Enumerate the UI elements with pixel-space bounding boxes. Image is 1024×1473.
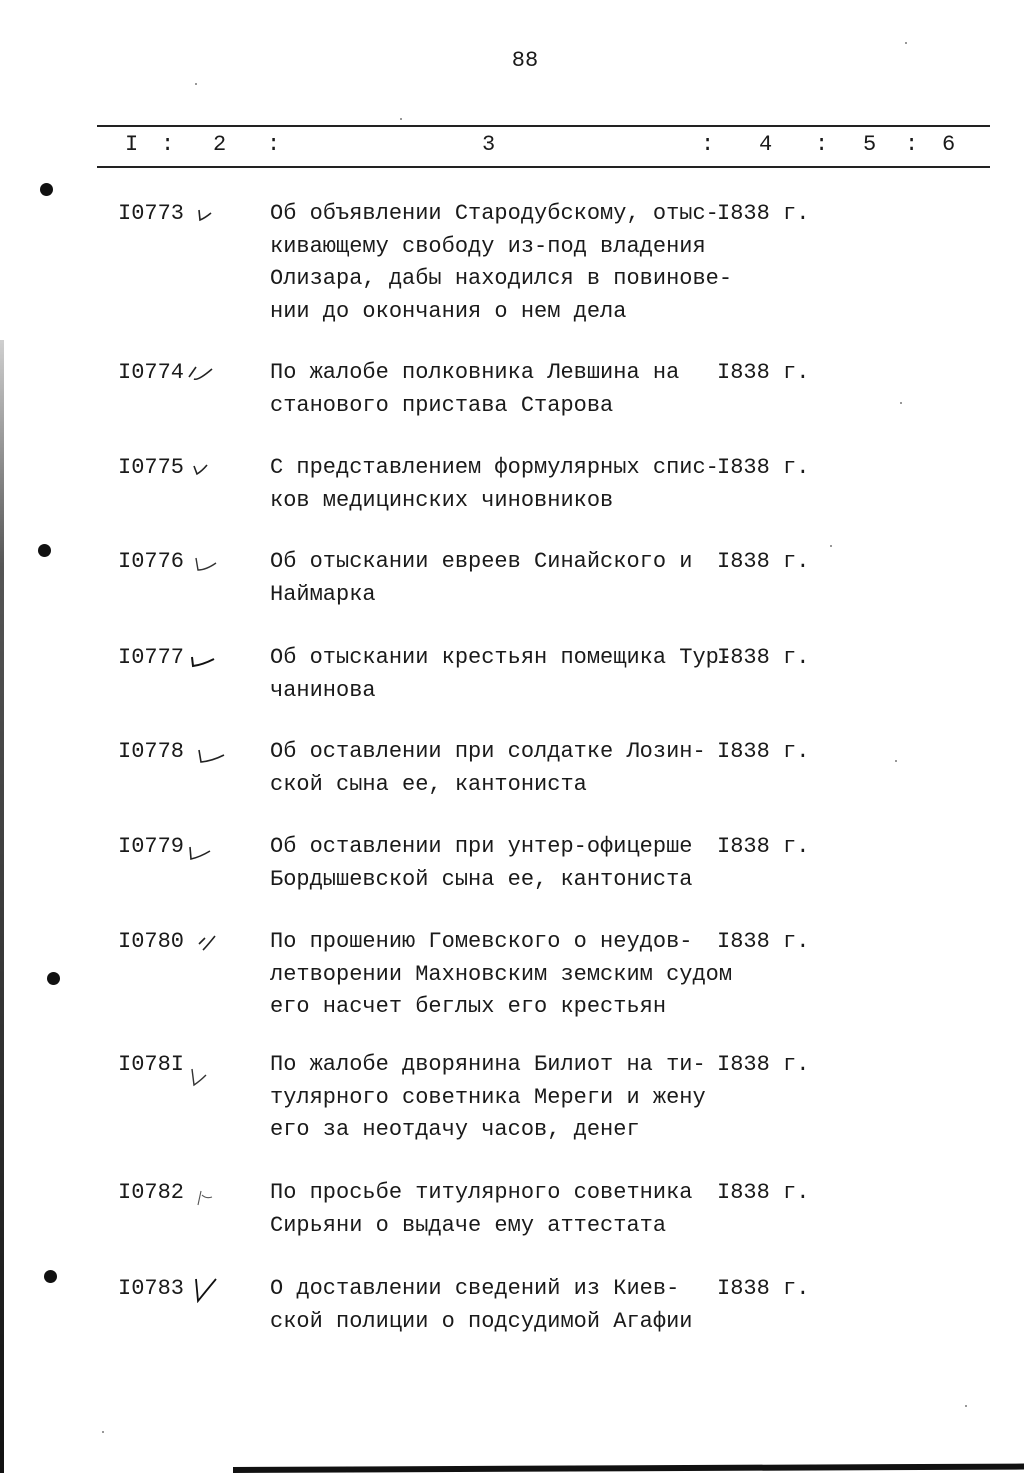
entry-number: I078I [118, 1052, 185, 1077]
entry-year: I838 г. [717, 549, 810, 574]
column-header-2: 2 [213, 132, 227, 157]
entry-number: I0777 [118, 645, 185, 670]
scan-speck [965, 1405, 967, 1407]
handwritten-check-mark-icon [195, 200, 225, 228]
entry-description: По жалобе дворянина Билиот на ти- тулярного советника Мереги и жену его за неотдачу часов, денег [270, 1052, 706, 1142]
entry-description: О доставлении сведений из Киев- ской полиции о подсудимой Агафии [270, 1276, 693, 1334]
handwritten-check-mark-icon [196, 738, 226, 766]
handwritten-check-mark-icon [190, 1275, 220, 1303]
scan-speck [400, 118, 402, 120]
column-header-5: 5 [863, 132, 877, 157]
punch-hole-icon [38, 544, 51, 557]
scan-speck [195, 83, 197, 85]
entry-year: I838 г. [717, 929, 810, 954]
column-header-6: 6 [942, 132, 956, 157]
handwritten-check-mark-icon [190, 454, 220, 482]
entry-description: С представлением формулярных спис- ков медицинских чиновников [270, 455, 719, 513]
scan-left-edge-shadow [0, 340, 4, 1473]
column-header-4: 4 [759, 132, 773, 157]
entry-year: I838 г. [717, 1276, 810, 1301]
column-header-1: I [125, 132, 139, 157]
column-separator: : [161, 132, 175, 157]
entry-description: По жалобе полковника Левшина на станового пристава Старова [270, 360, 680, 418]
entry-year: I838 г. [717, 834, 810, 859]
entry-number: I0776 [118, 549, 185, 574]
punch-hole-icon [44, 1270, 57, 1283]
entry-year: I838 г. [717, 739, 810, 764]
entry-description: Об отыскании евреев Синайского и Наймарка [270, 549, 693, 607]
entry-description: Об объявлении Стародубскому, отыс- кивающему свободу из-под владения Олизара, дабы находился в повинове- нии до окончания о нем дела [270, 201, 733, 324]
header-bottom-rule [97, 166, 990, 168]
column-separator: : [267, 132, 281, 157]
entry-number: I0774 [118, 360, 185, 385]
handwritten-check-mark-icon [188, 644, 218, 672]
handwritten-check-mark-icon [195, 928, 225, 956]
entry-year: I838 г. [717, 201, 810, 226]
scan-bottom-edge-shadow [233, 1464, 1024, 1473]
scan-speck [830, 545, 832, 547]
column-header-3: 3 [482, 132, 496, 157]
entry-description: Об отыскании крестьян помещика Тур- чанинова [270, 645, 733, 703]
entry-description: По просьбе титулярного советника Сирьяни о выдаче ему аттестата [270, 1180, 693, 1238]
entry-year: I838 г. [717, 645, 810, 670]
scan-speck [900, 402, 902, 404]
entry-number: I0775 [118, 455, 185, 480]
entry-number: I0782 [118, 1180, 185, 1205]
handwritten-check-mark-icon [192, 1179, 222, 1207]
entry-year: I838 г. [717, 1180, 810, 1205]
entry-description: Об оставлении при солдатке Лозин- ской сына ее, кантониста [270, 739, 706, 797]
page-number: 88 [511, 48, 539, 73]
handwritten-check-mark-icon [186, 1063, 216, 1091]
header-top-rule [97, 125, 990, 127]
column-separator: : [905, 132, 919, 157]
scan-speck [895, 760, 897, 762]
entry-number: I0779 [118, 834, 185, 859]
entry-year: I838 г. [717, 1052, 810, 1077]
entry-year: I838 г. [717, 360, 810, 385]
handwritten-check-mark-icon [186, 833, 216, 861]
punch-hole-icon [47, 972, 60, 985]
handwritten-check-mark-icon [192, 548, 222, 576]
entry-number: I0778 [118, 739, 185, 764]
column-separator: : [815, 132, 829, 157]
entry-description: По прошению Гомевского о неудов- летворении Махновским земским судом его насчет беглых его крестьян [270, 929, 733, 1019]
entry-number: I0783 [118, 1276, 185, 1301]
scan-speck [905, 42, 907, 44]
punch-hole-icon [40, 183, 53, 196]
entry-number: I0780 [118, 929, 185, 954]
entry-description: Об оставлении при унтер-офицерше Бордышевской сына ее, кантониста [270, 834, 693, 892]
entry-year: I838 г. [717, 455, 810, 480]
entry-number: I0773 [118, 201, 185, 226]
column-header-row [97, 130, 990, 164]
handwritten-check-mark-icon [186, 359, 216, 387]
column-separator: : [701, 132, 715, 157]
scan-speck [102, 1431, 104, 1433]
